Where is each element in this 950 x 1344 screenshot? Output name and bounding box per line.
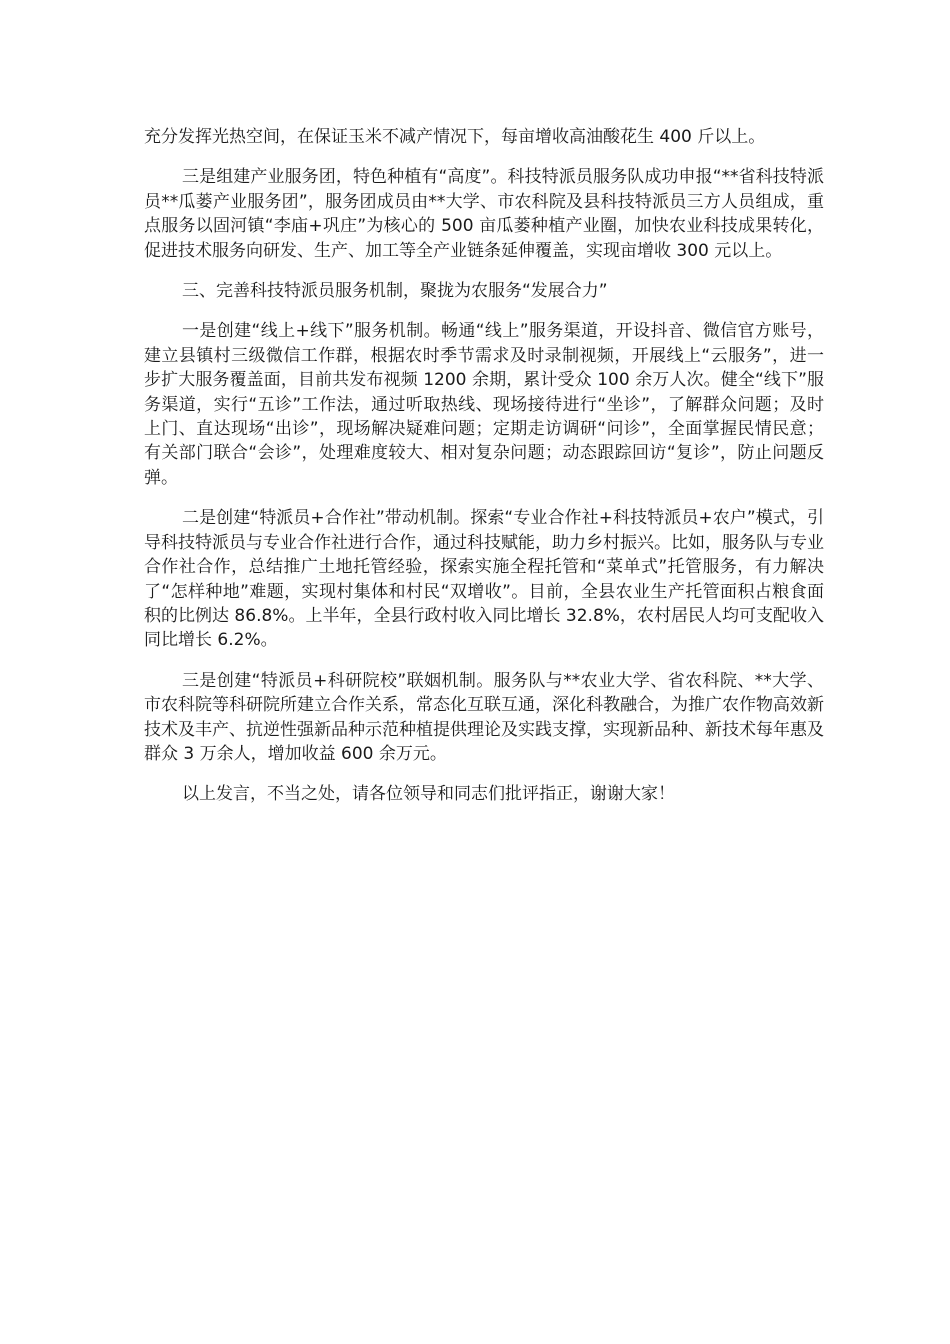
paragraph-text: 充分发挥光热空间，在保证玉米不减产情况下，每亩增收高油酸花生 400 斤以上。 <box>144 127 766 147</box>
paragraph-text: 探索“专业合作社+科技特派员+农户”模式，引导科技特派员与专业合作社进行合作，通过科技赋能，助力乡村振兴。比如，服务队与专业合作社合作，总结推广土地托管经验，探索实施全程托管和“菜单式”托管服务，有力解决了“怎样种地”难题，实现村集体和村民“双增收”。目前，全县农业生产托管面积占粮食面积的比例达 86.8%。上半年，全县行政村收入同比增长 32.8%，农村居民人均可支配收入同比增长 6.2%。 <box>144 508 824 651</box>
paragraph-online-offline-mechanism <box>144 319 824 490</box>
paragraph-text: 科技特派员服务队成功申报“**省科技特派员**瓜蒌产业服务团”，服务团成员由**大学、市农科院及县科技特派员三方人员组成，重点服务以固河镇“李庙+巩庄”为核心的 500 亩瓜蒌种植产业圈，加快农业科技成果转化，促进技术服务向研发、生产、加工等全产业链条延伸覆盖，实现亩增收 300 元以上。 <box>144 167 824 261</box>
document-body <box>144 125 824 823</box>
paragraph-heading: 二是创建“特派员+合作社”带动机制。 <box>182 508 471 529</box>
section-heading-service-mechanism <box>144 279 824 303</box>
paragraph-closing-remarks <box>144 782 824 806</box>
section-heading-text: 三、完善科技特派员服务机制，聚拢为农服务“发展合力” <box>182 281 608 302</box>
paragraph-text: 畅通“线上”服务渠道，开设抖音、微信官方账号，建立县镇村三级微信工作群，根据农时季节需求及时录制视频，开展线上“云服务”，进一步扩大服务覆盖面，目前共发布视频 1200 余期，累计受众 100 余万人次。健全“线下”服务渠道，实行“五诊”工作法，通过听取热线、现场接待进行“坐诊”，了解群众问题；及时上门、直达现场“出诊”，现场解决疑难问题；定期走访调研“问诊”，全面掌握民情民意；有关部门联合“会诊”，处理难度较大、相对复杂问题；动态跟踪回访“复诊”，防止问题反弹。 <box>144 321 825 488</box>
paragraph-research-institute-mechanism <box>144 669 824 767</box>
paragraph-industry-service-team <box>144 165 824 263</box>
paragraph-text: 服务队与**农业大学、省农科院、**大学、市农科院等科研院所建立合作关系，常态化互联互通，深化科教融合，为推广农作物高效新技术及丰产、抗逆性强新品种示范种植提供理论及实践支撑，实现新品种、新技术每年惠及群众 3 万余人，增加收益 600 余万元。 <box>144 670 825 764</box>
paragraph-continuation <box>144 125 824 149</box>
paragraph-text: 以上发言，不当之处，请各位领导和同志们批评指正，谢谢大家！ <box>182 784 675 805</box>
paragraph-heading: 三是创建“特派员+科研院校”联姻机制。 <box>182 670 494 691</box>
paragraph-heading: 三是组建产业服务团，特色种植有“高度”。 <box>182 167 508 188</box>
paragraph-heading: 一是创建“线上+线下”服务机制。 <box>182 321 441 342</box>
paragraph-cooperative-mechanism <box>144 506 824 652</box>
